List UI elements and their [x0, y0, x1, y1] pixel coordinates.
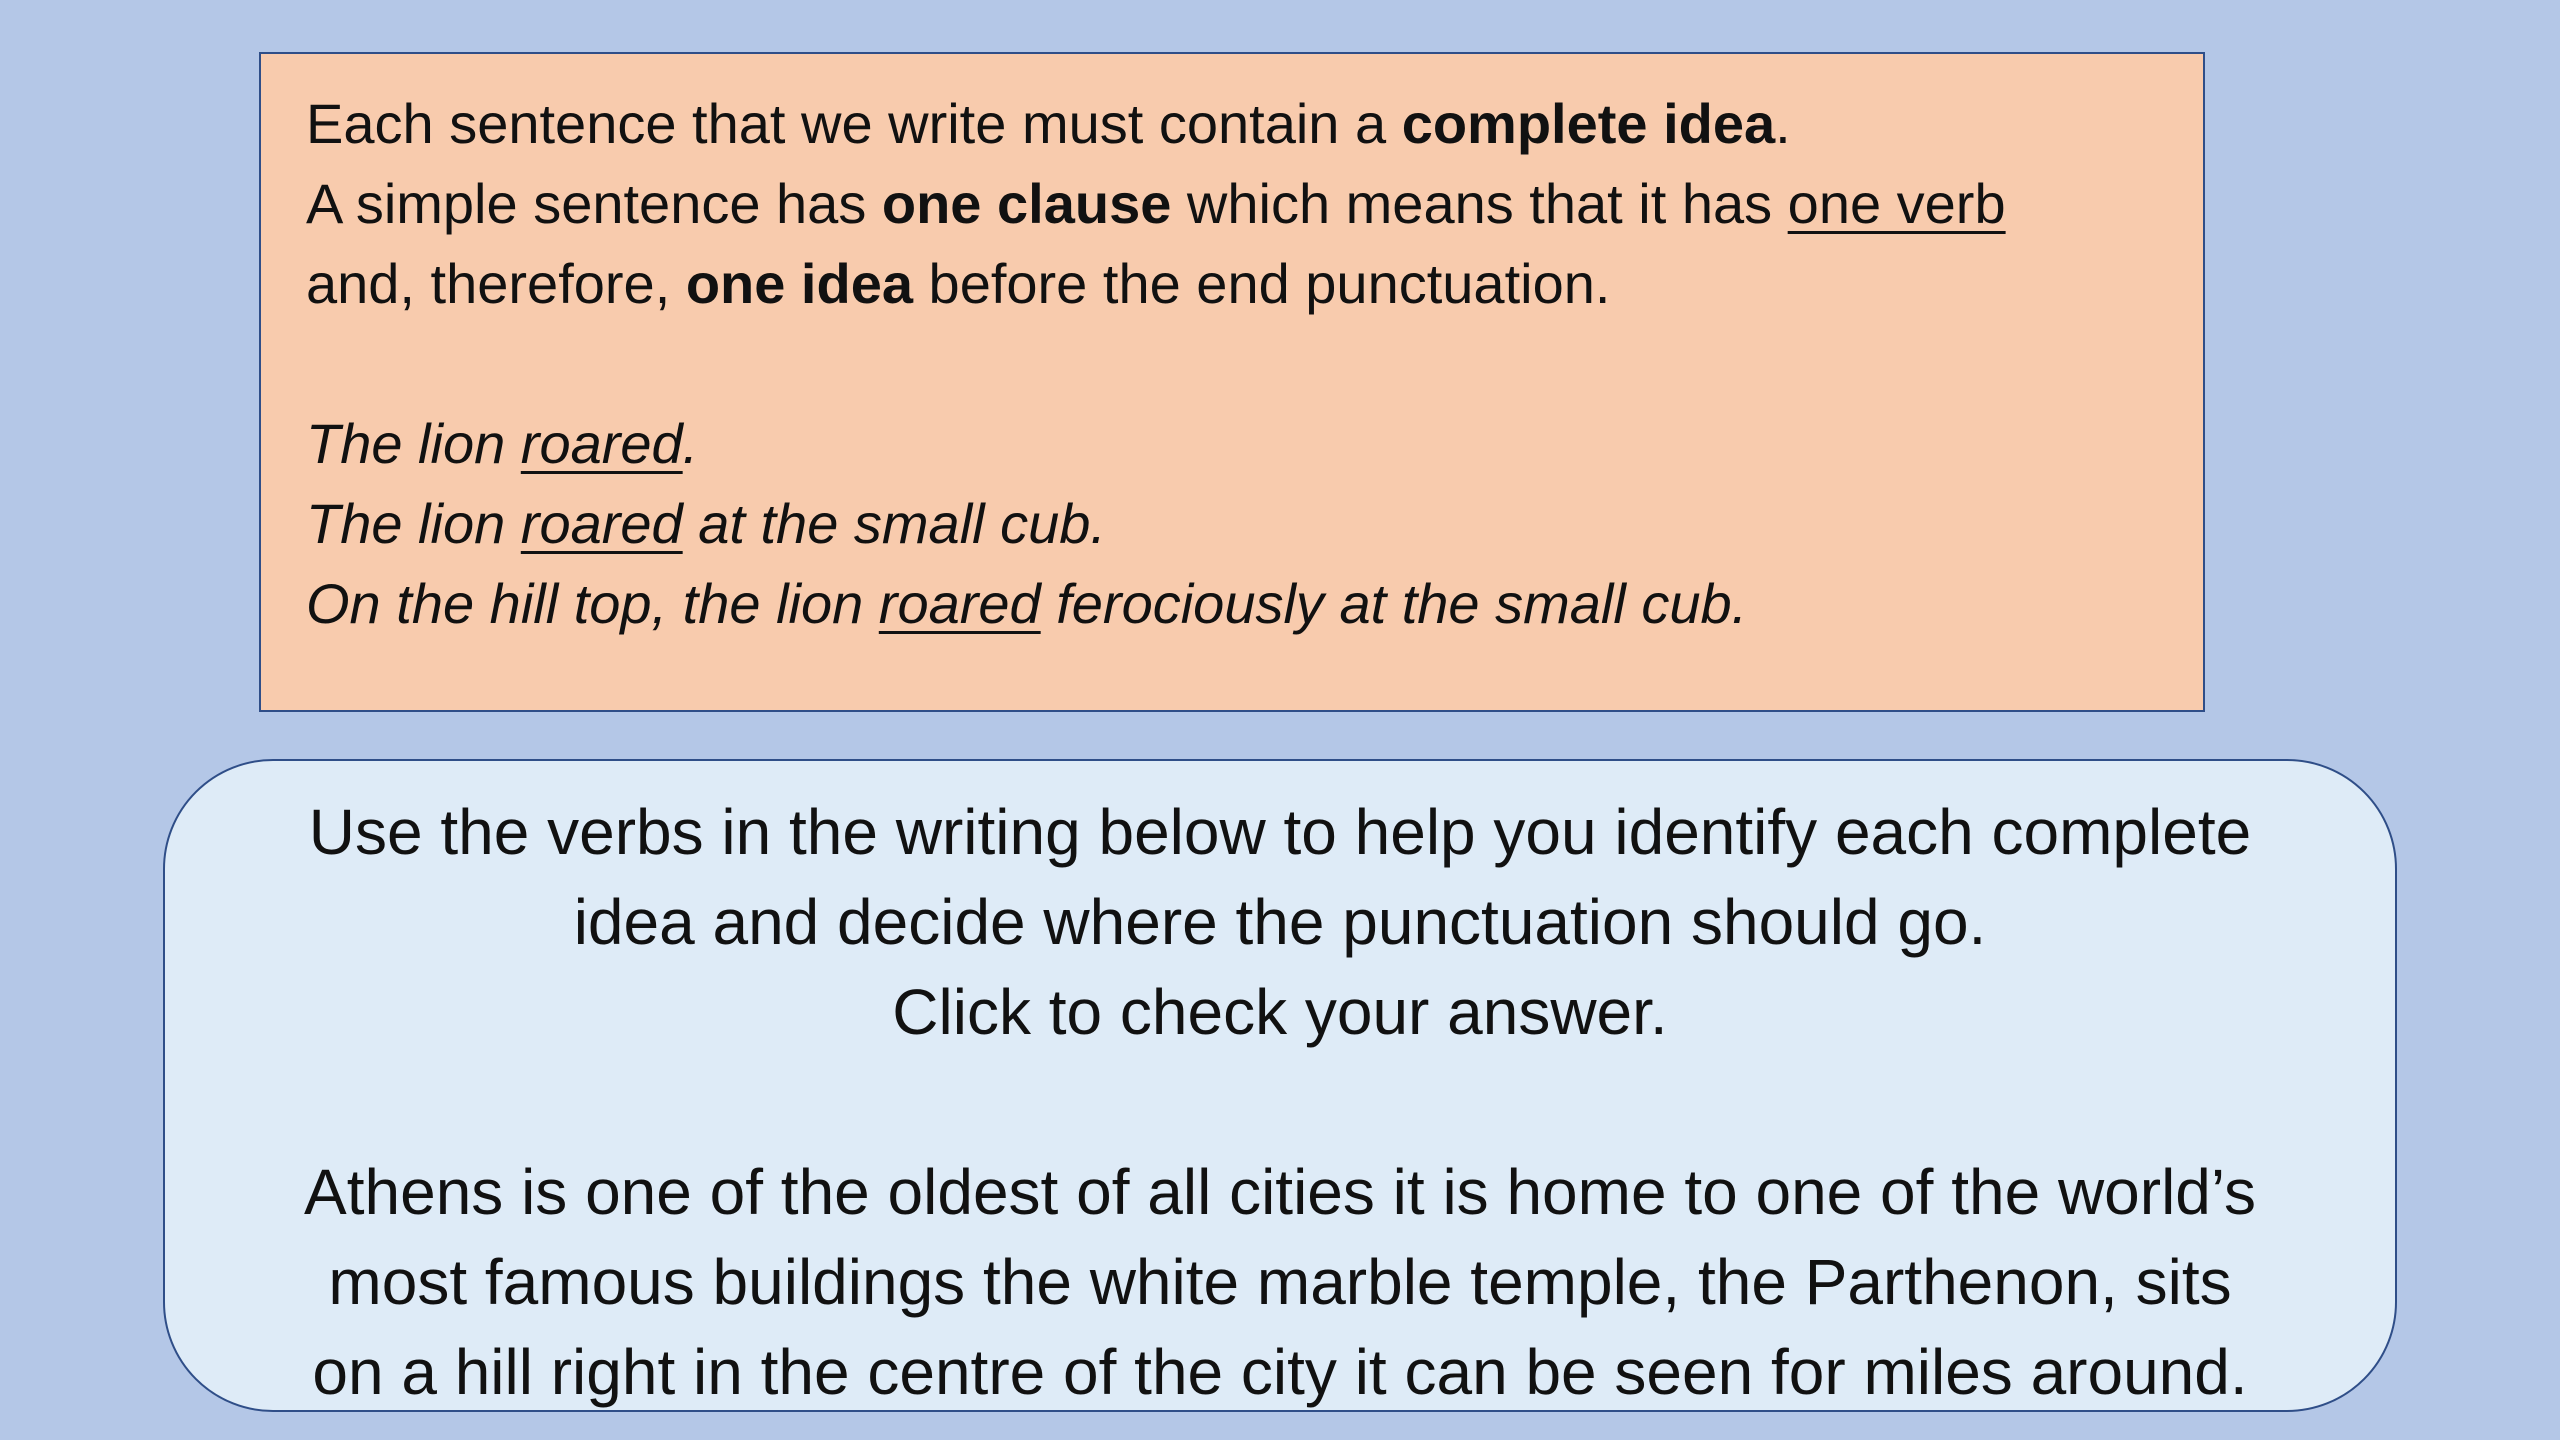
simple-sentence-info-box — [259, 52, 2205, 712]
example-sentence-2: The lion roared at the small cub. — [306, 492, 1106, 555]
passage-line-1: Athens is one of the oldest of all cities it is home to one of the world’s — [304, 1156, 2256, 1228]
instruction-line-1: Use the verbs in the writing below to help you identify each complete — [308, 796, 2252, 868]
spacer — [306, 324, 2159, 404]
emphasis-complete-idea: complete idea — [1401, 92, 1776, 155]
emphasis-one-clause: one clause — [881, 172, 1172, 235]
click-to-check-prompt[interactable]: Click to check your answer. — [892, 976, 1668, 1048]
underline-one-verb: one verb — [1787, 172, 2006, 235]
example-sentence-3: On the hill top, the lion roared ferociously at the small cub. — [306, 572, 1748, 635]
rule-line-3: and, therefore, one idea before the end punctuation. — [306, 252, 1611, 315]
rule-line-1: Each sentence that we write must contain a complete idea. — [306, 92, 1791, 155]
rule-line-2: A simple sentence has one clause which means that it has one verb — [306, 172, 2006, 235]
task-box[interactable] — [163, 759, 2397, 1412]
example-sentence-1: The lion roared. — [306, 412, 699, 475]
verb-underline: roared — [520, 412, 683, 475]
verb-underline: roared — [520, 492, 683, 555]
spacer — [165, 1057, 2395, 1147]
verb-underline: roared — [878, 572, 1041, 635]
passage-line-2: most famous buildings the white marble temple, the Parthenon, sits — [328, 1246, 2232, 1318]
instruction-line-2: idea and decide where the punctuation should go. — [573, 886, 1987, 958]
emphasis-one-idea: one idea — [685, 252, 913, 315]
passage-line-3: on a hill right in the centre of the city it can be seen for miles around. — [312, 1336, 2248, 1408]
